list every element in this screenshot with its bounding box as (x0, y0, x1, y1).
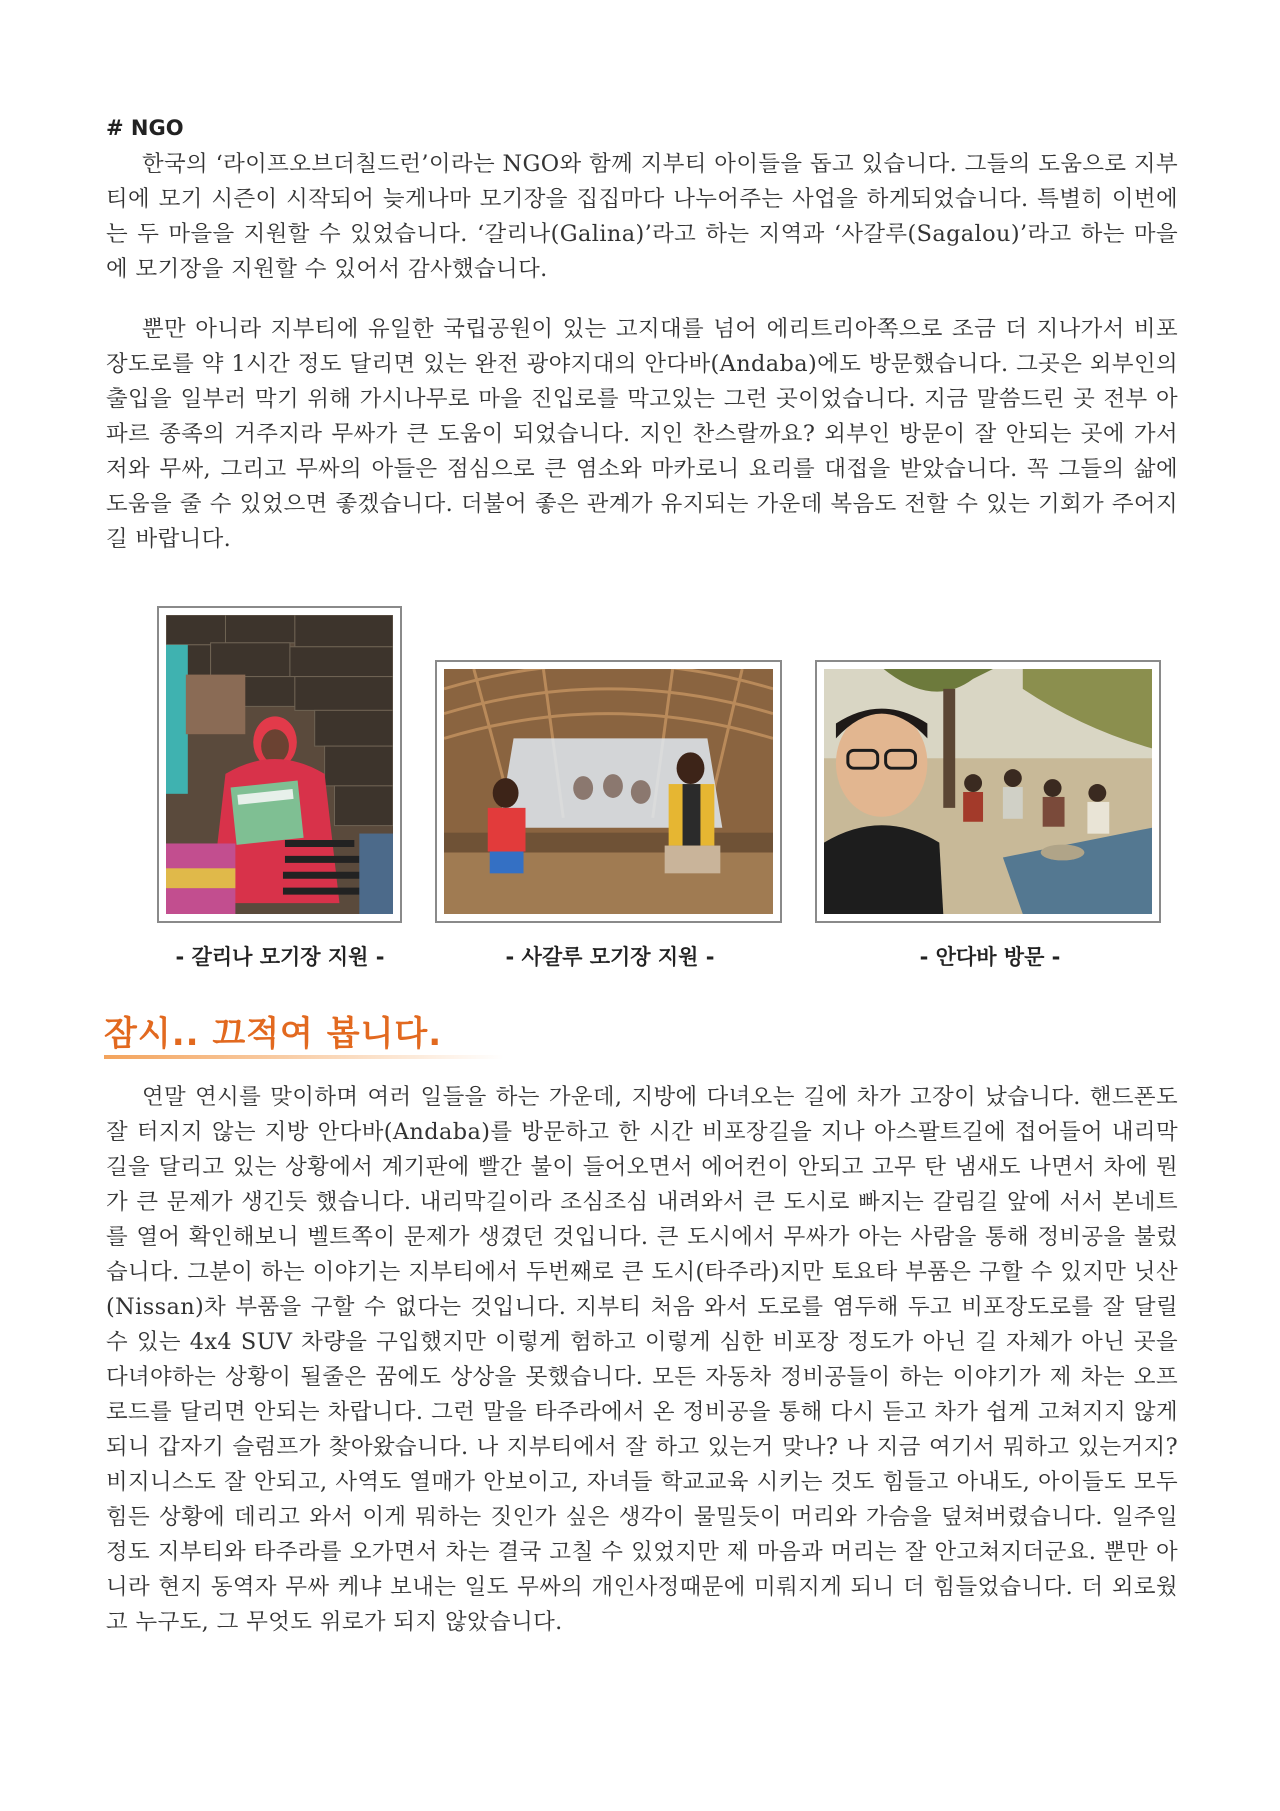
section-heading-ngo: # NGO (106, 116, 184, 140)
photo-sagalou-mosquito-net (435, 660, 782, 923)
photo-caption-andaba: - 안다바 방문 - (919, 945, 1061, 969)
photo-image (824, 669, 1152, 914)
photo-image (444, 669, 773, 914)
title-underline (104, 1055, 504, 1059)
section-title-pause: 잠시.. 끄적여 봅니다. (104, 1014, 443, 1054)
ngo-paragraph-1: 한국의 ‘라이프오브더칠드런’이라는 NGO와 함께 지부티 아이들을 돕고 있습니다. 그들의 도움으로 지부티에 모기 시즌이 시작되어 늦게나마 모기장을 집집마다 나누어주는 사업을 하게되었습니다. 특별히 이번에는 두 마을을 지원할 수 있었습니다. ‘갈리나(Galina)’라고 하는 지역과 ‘사갈루(Sagalou)’라고 하는 마을에 모기장을 지원할 수 있어서 감사했습니다. (106, 151, 1178, 282)
photo-image (166, 615, 393, 914)
photo-andaba-visit (815, 660, 1161, 923)
photo-caption-sagalou: - 사갈루 모기장 지원 - (505, 945, 715, 969)
ngo-paragraph-2: 뿐만 아니라 지부티에 유일한 국립공원이 있는 고지대를 넘어 에리트리아쪽으로 조금 더 지나가서 비포장도로를 약 1시간 정도 달리면 있는 완전 광야지대의 안다바(Andaba)에도 방문했습니다. 그곳은 외부인의 출입을 일부러 막기 위해 가시나무로 마을 진입로를 막고있는 그런 곳이었습니다. 지금 말씀드린 곳 전부 아파르 종족의 거주지라 무싸가 큰 도움이 되었습니다. 지인 찬스랄까요? 외부인 방문이 잘 안되는 곳에 가서 저와 무싸, 그리고 무싸의 아들은 점심으로 큰 염소와 마카로니 요리를 대접을 받았습니다. 꼭 그들의 삶에 도움을 줄 수 있었으면 좋겠습니다. 더불어 좋은 관계가 유지되는 가운데 복음도 전할 수 있는 기회가 주어지길 바랍니다. (106, 316, 1178, 552)
photo-caption-galina: - 갈리나 모기장 지원 - (175, 945, 385, 969)
pause-paragraph: 연말 연시를 맞이하며 여러 일들을 하는 가운데, 지방에 다녀오는 길에 차가 고장이 났습니다. 핸드폰도 잘 터지지 않는 지방 안다바(Andaba)를 방문하고 한 시간 비포장길을 지나 아스팔트길에 접어들어 내리막길을 달리고 있는 상황에서 계기판에 빨간 불이 들어오면서 에어컨이 안되고 고무 탄 냄새도 나면서 차에 뭔가 큰 문제가 생긴듯 했습니다. 내리막길이라 조심조심 내려와서 큰 도시로 빠지는 갈림길 앞에 서서 본네트를 열어 확인해보니 벨트쪽이 문제가 생겼던 것입니다. 큰 도시에서 무싸가 아는 사람을 통해 정비공을 불렀습니다. 그분이 하는 이야기는 지부티에서 두번째로 큰 도시(타주라)지만 토요타 부품은 구할 수 있지만 닛산(Nissan)차 부품을 구할 수 없다는 것입니다. 지부티 처음 와서 도로를 염두해 두고 비포장도로를 잘 달릴 수 있는 4x4 SUV 차량을 구입했지만 이렇게 험하고 이렇게 심한 비포장 정도가 아닌 길 자체가 아닌 곳을 다녀야하는 상황이 될줄은 꿈에도 상상을 못했습니다. 모든 자동차 정비공들이 하는 이야기가 제 차는 오프로드를 달리면 안되는 차랍니다. 그런 말을 타주라에서 온 정비공을 통해 다시 듣고 차가 쉽게 고쳐지지 않게 되니 갑자기 슬럼프가 찾아왔습니다. 나 지부티에서 잘 하고 있는거 맞나? 나 지금 여기서 뭐하고 있는거지? 비지니스도 잘 안되고, 사역도 열매가 안보이고, 자녀들 학교교육 시키는 것도 힘들고 아내도, 아이들도 모두 힘든 상황에 데리고 와서 이게 뭐하는 짓인가 싶은 생각이 물밀듯이 머리와 가슴을 덮쳐버렸습니다. 일주일 정도 지부티와 타주라를 오가면서 차는 결국 고칠 수 있었지만 제 마음과 머리는 잘 안고쳐지더군요. 뿐만 아니라 현지 동역자 무싸 케냐 보내는 일도 무싸의 개인사정때문에 미뤄지게 되니 더 힘들었습니다. 더 외로웠고 누구도, 그 무엇도 위로가 되지 않았습니다. (106, 1084, 1178, 1635)
photo-galina-mosquito-net (157, 606, 402, 923)
